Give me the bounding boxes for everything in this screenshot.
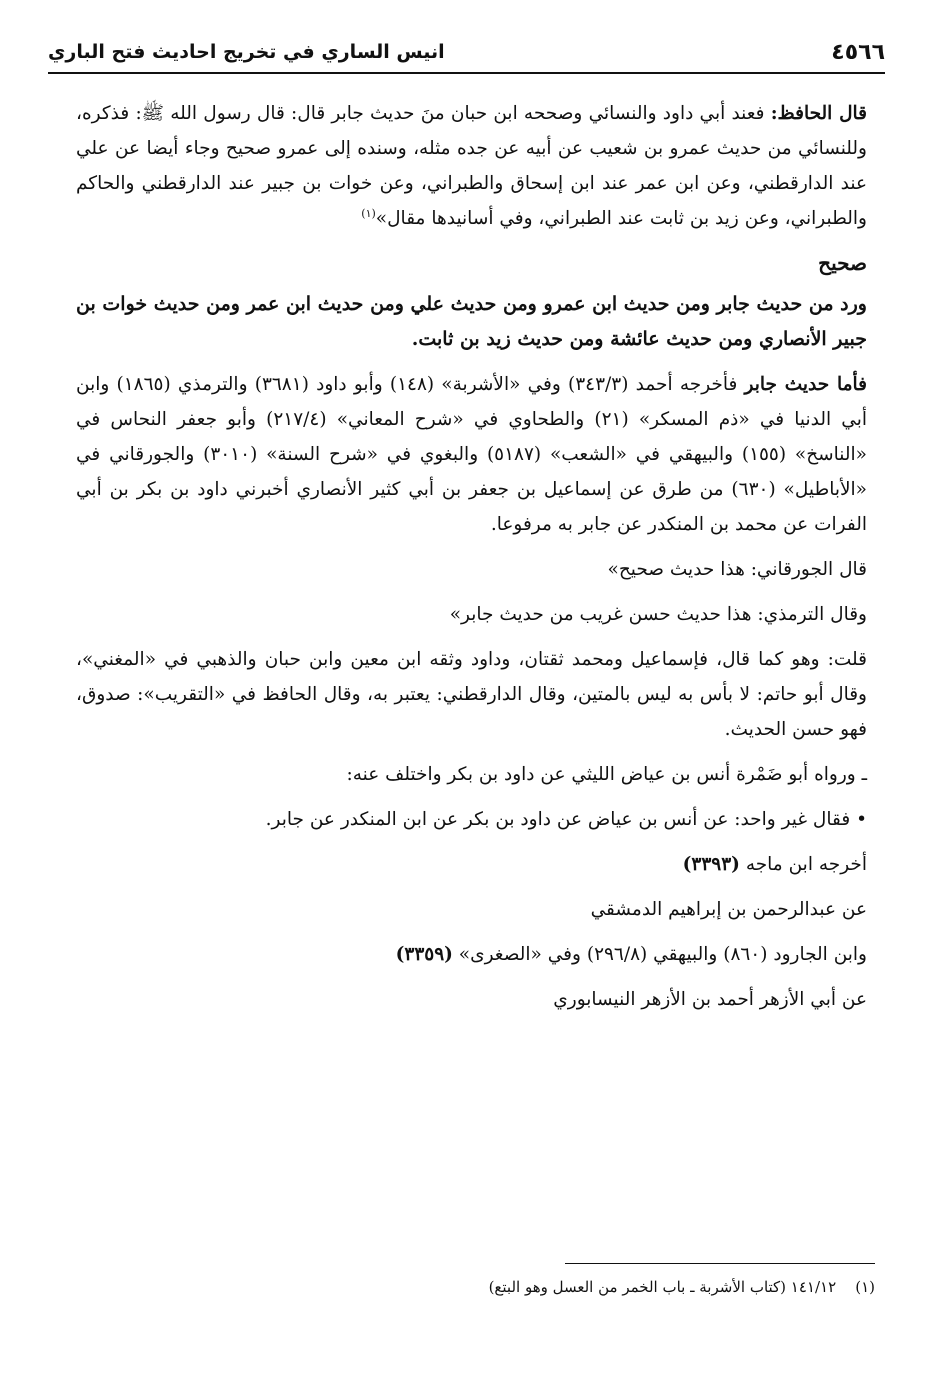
bullet-line: • فقال غير واحد: عن أنس بن عياض عن داود بن بكر عن ابن المنكدر عن جابر. xyxy=(265,809,867,830)
dimashqi-line: عن عبدالرحمن بن إبراهيم الدمشقي xyxy=(590,899,867,920)
page-number: ٤٥٦٦ xyxy=(831,39,885,65)
ibn-majah-text: أخرجه ابن ماجه xyxy=(739,854,867,875)
ibn-majah-number: (٣٣٩٣) xyxy=(682,854,740,875)
page-body xyxy=(76,96,867,1027)
jabir-label: فأما حديث جابر xyxy=(744,374,867,395)
footnote-ref: (١) xyxy=(361,206,376,220)
abu-azhar-line: عن أبي الأزهر أحمد بن الأزهر النيسابوري xyxy=(553,989,867,1010)
hafiz-label: قال الحافظ: xyxy=(770,103,867,124)
jurqani-quote: قال الجورقاني: هذا حديث صحيح» xyxy=(607,559,867,580)
footnote-divider xyxy=(565,1263,875,1264)
page-header xyxy=(48,32,885,74)
author-comment-paragraph: قلت: وهو كما قال، فإسماعيل ومحمد ثقتان، وداود وثقه ابن معين وابن حبان والذهبي في «المغني»، وقال أبو حاتم: لا بأس به ليس بالمتين، وقال الدارقطني: يعتبر به، وقال الحافظ في «التقريب»: صدوق، فهو حسن الحديث. xyxy=(76,649,867,740)
ibn-majah-line xyxy=(76,847,867,882)
grading-heading: صحيح xyxy=(818,251,867,275)
sughra-number: (٣٣٥٩) xyxy=(395,944,453,965)
footnote xyxy=(489,1275,875,1299)
footnote-number: (١) xyxy=(855,1278,875,1296)
jabir-takhrij-paragraph xyxy=(76,367,867,542)
running-title: انيس الساري في تخريج احاديث فتح الباري xyxy=(48,41,445,63)
hafiz-quote-text: فعند أبي داود والنسائي وصححه ابن حبان منَ حديث جابر قال: قال رسول الله ﷺ: فذكره، وللنسائي من حديث عمرو بن شعيب عن أبيه عن جده مثله، وسنده إلى عمرو صحيح وجاء أيضا عن علي عند الدارقطني، وعن ابن عمر عند ابن إسحاق والطبراني، وعن خوات بن جبير عند الدارقطني والحاكم والطبراني، وعن زيد بن ثابت عند الطبراني، وفي أسانيدها مقال» xyxy=(76,103,867,229)
footnote-text: ١٤١/١٢ (كتاب الأشربة ـ باب الخمر من العسل وهو البتع) xyxy=(488,1278,837,1296)
hafiz-quote-paragraph xyxy=(76,96,867,236)
abu-damra-line: ـ ورواه أبو ضَمْرة أنس بن عياض الليثي عن داود بن بكر واختلف عنه: xyxy=(346,764,867,785)
ibn-jarud-text: وابن الجارود (٨٦٠) والبيهقي (٢٩٦/٨) وفي «الصغرى» xyxy=(452,944,867,965)
ibn-jarud-line xyxy=(76,937,867,972)
narrations-summary: ورد من حديث جابر ومن حديث ابن عمرو ومن حديث علي ومن حديث ابن عمر ومن حديث خوات بن جبير الأنصاري ومن حديث عائشة ومن حديث زيد بن ثابت. xyxy=(76,293,867,350)
jabir-takhrij-text: فأخرجه أحمد (٣٤٣/٣) وفي «الأشربة» (١٤٨) وأبو داود (٣٦٨١) والترمذي (١٨٦٥) وابن أبي الدنيا في «ذم المسكر» (٢١) والطحاوي في «شرح المعاني» (٢١٧/٤) وأبو جعفر النحاس في «الناسخ» (١٥٥) والبيهقي في «الشعب» (٥١٨٧) والبغوي في «شرح السنة» (٣٠١٠) والجورقاني في «الأباطيل» (٦٣٠) من طرق عن إسماعيل بن جعفر بن أبي كثير الأنصاري أخبرني داود بن بكر بن أبي الفرات عن محمد بن المنكدر عن جابر به مرفوعا. xyxy=(76,374,868,535)
tirmidhi-quote: وقال الترمذي: هذا حديث حسن غريب من حديث جابر» xyxy=(449,604,867,625)
